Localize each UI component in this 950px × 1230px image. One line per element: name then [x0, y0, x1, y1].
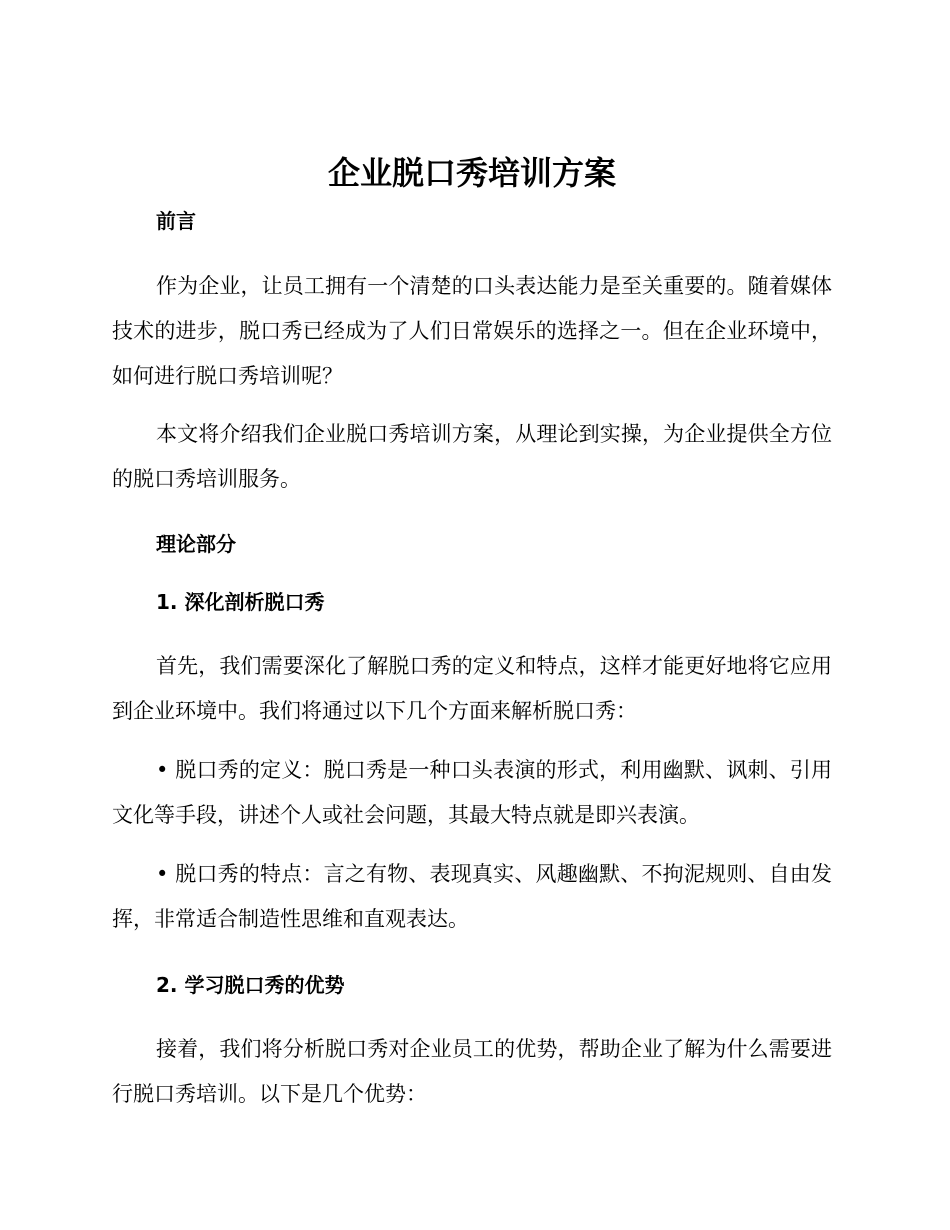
document-body	[112, 150, 832, 1117]
theory-heading: 理论部分	[156, 532, 236, 556]
document-title: 企业脱口秀培训方案	[327, 154, 616, 192]
section-1-intro-paragraph: 首先，我们需要深化了解脱口秀的定义和特点，这样才能更好地将它应用到企业环境中。我们将通过以下几个方面来解析脱口秀：	[112, 654, 832, 723]
bullet-item-features: • 脱口秀的特点：言之有物、表现真实、风趣幽默、不拘泥规则、自由发挥，非常适合制造性思维和直观表达。	[112, 862, 832, 931]
section-2-intro-paragraph: 接着，我们将分析脱口秀对企业员工的优势，帮助企业了解为什么需要进行脱口秀培训。以下是几个优势：	[112, 1037, 832, 1106]
preface-paragraph: 本文将介绍我们企业脱口秀培训方案，从理论到实操，为企业提供全方位的脱口秀培训服务。	[112, 422, 832, 491]
section-1-heading: 1. 深化剖析脱口秀	[156, 590, 325, 614]
preface-heading: 前言	[156, 209, 196, 233]
section-2-heading: 2. 学习脱口秀的优势	[156, 973, 345, 997]
bullet-item-definition: • 脱口秀的定义：脱口秀是一种口头表演的形式，利用幽默、讽刺、引用文化等手段，讲述个人或社会问题，其最大特点就是即兴表演。	[112, 758, 832, 827]
preface-paragraph: 作为企业，让员工拥有一个清楚的口头表达能力是至关重要的。随着媒体技术的进步，脱口秀已经成为了人们日常娱乐的选择之一。但在企业环境中，如何进行脱口秀培训呢？	[112, 274, 832, 388]
